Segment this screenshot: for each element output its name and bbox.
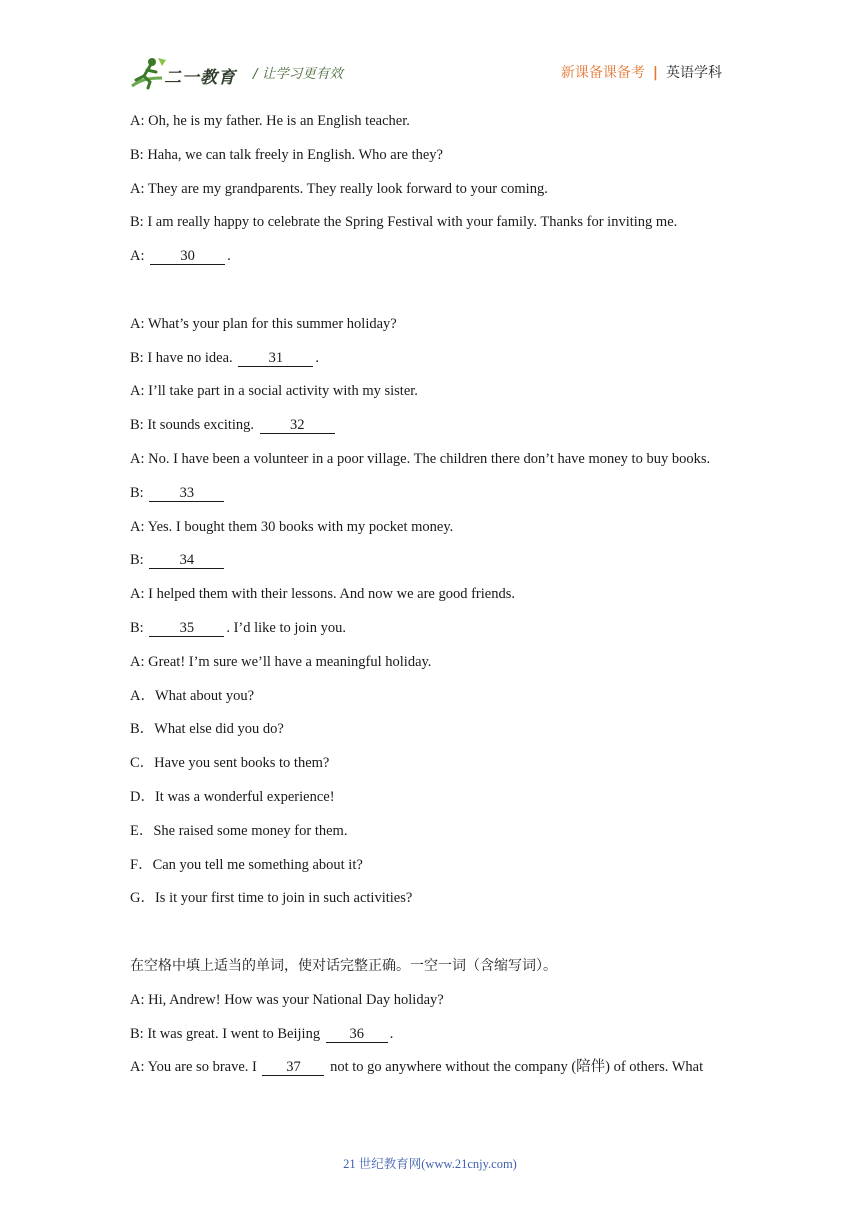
dialogue-line: A: I helped them with their lessons. And now we are good friends. [130,586,515,603]
line-prefix: B: [130,619,148,636]
spacer [130,274,740,308]
slogan: / 让学习更有效 [253,66,343,82]
dialogue-line: A: Hi, Andrew! How was your National Day holiday? [130,991,444,1008]
question-31 [130,342,740,376]
line-suffix: . [389,1025,394,1042]
question-35 [130,612,740,646]
line-suffix: . [315,349,319,366]
section-instruction: 在空格中填上适当的单词，使对话完整正确。一空一词（含缩写词）。 [130,957,557,974]
blank-31[interactable]: 31 [238,350,313,367]
line-prefix: A: [130,248,149,265]
question-32 [130,409,740,443]
dialogue-line: B: Haha, we can talk freely in English. Who are they? [130,146,443,163]
option-c: C．Have you sent books to them? [130,755,330,772]
dialogue-line: A: No. I have been a volunteer in a poor village. The children there don’t have money to buy books. [130,450,711,467]
page-footer: 21 世纪教育网(www.21cnjy.com) [343,1157,517,1171]
line-suffix: . I’d like to join you. [226,619,346,636]
question-30 [130,240,740,274]
header-right [561,62,722,82]
blank-33[interactable]: 33 [149,485,224,502]
blank-30[interactable]: 30 [150,248,225,265]
logo-text: 二一教育 [164,68,236,88]
question-34 [130,544,740,578]
option-f: F．Can you tell me something about it? [130,856,363,873]
dialogue-line: A: They are my grandparents. They really look forward to your coming. [130,180,548,197]
document-body [130,105,740,1085]
blank-37[interactable]: 37 [262,1059,324,1076]
course-label: 新课备课备考 [560,65,645,81]
option-a: A．What about you? [130,687,255,704]
page-header [0,0,860,100]
dialogue-line: A: Great! I’m sure we’ll have a meaningful holiday. [130,653,432,670]
header-separator: | [652,65,658,81]
dialogue-line: A: What’s your plan for this summer holiday? [130,315,397,332]
blank-32[interactable]: 32 [260,417,335,434]
option-d: D．It was a wonderful experience! [130,788,335,805]
line-suffix: not to go anywhere without the company (陪伴) of others. What [326,1059,704,1076]
question-33 [130,477,740,511]
logo [128,56,240,90]
line-prefix: B: [130,484,148,501]
line-prefix: B: It sounds exciting. [130,417,258,434]
blank-35[interactable]: 35 [149,620,224,637]
runner-logo-icon [128,56,168,90]
option-g: G．Is it your first time to join in such activities? [130,890,413,907]
dialogue-line: A: Oh, he is my father. He is an English teacher. [130,113,410,129]
subject-label: 英语学科 [666,65,722,81]
line-prefix: B: It was great. I went to Beijing [130,1025,324,1042]
dialogue-line: A: Yes. I bought them 30 books with my pocket money. [130,518,454,535]
line-prefix: B: I have no idea. [130,349,237,366]
blank-36[interactable]: 36 [326,1026,388,1043]
line-prefix: A: You are so brave. I [130,1059,261,1076]
dialogue-line: B: I am really happy to celebrate the Spring Festival with your family. Thanks for inviting me. [130,214,678,231]
option-e: E．She raised some money for them. [130,822,348,839]
spacer [130,916,740,950]
dialogue-line: A: I’ll take part in a social activity with my sister. [130,383,418,400]
line-suffix: . [227,248,231,265]
question-37 [130,1051,740,1085]
line-prefix: B: [130,552,148,569]
blank-34[interactable]: 34 [149,552,224,569]
option-b: B．What else did you do? [130,721,284,738]
question-36 [130,1018,740,1052]
